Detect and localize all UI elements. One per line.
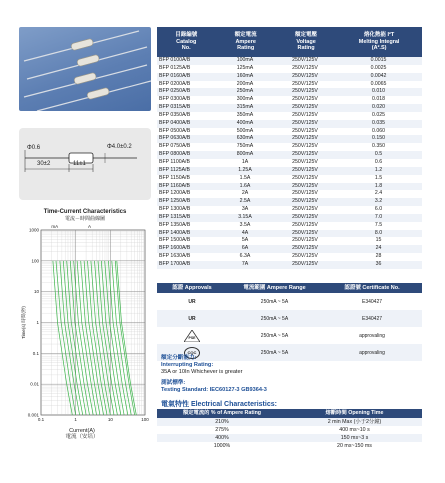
dim-left-label: Φ0.6: [27, 145, 41, 151]
interrupting-rating: [161, 355, 242, 376]
melting-cell: 1.2: [374, 166, 383, 173]
voltage-cell: 250V/125V: [292, 221, 318, 228]
table-row: [157, 237, 422, 245]
electrical-header-rating: 額定電流的 % of Ampere Rating: [182, 410, 262, 416]
approval-cert: E340427: [361, 315, 383, 322]
product-photo: [19, 27, 151, 111]
chart-title: [19, 209, 151, 223]
approvals-header: [157, 283, 422, 293]
voltage-cell: 250V/125V: [292, 206, 318, 213]
melting-cell: 0.020: [372, 104, 385, 111]
catalog-cell: BFP 1630A/B: [159, 253, 191, 260]
catalog-cell: BFP 1400A/B: [159, 229, 191, 236]
ampere-cell: 400mA: [236, 119, 254, 126]
electrical-header: [157, 409, 422, 418]
approvals-row: [157, 310, 422, 327]
catalog-cell: BFP 0800A/B: [159, 151, 191, 158]
melting-cell: 6.0: [374, 206, 383, 213]
table-row: [157, 198, 422, 206]
table-row: [157, 175, 422, 183]
melting-cell: 1.8: [374, 182, 383, 189]
y-tick-label: 0.1: [32, 350, 39, 356]
ampere-cell: 315mA: [236, 104, 254, 111]
melting-cell: 8.0: [374, 229, 383, 236]
ur-logo-icon: UR: [188, 298, 196, 305]
electrical-table: [157, 409, 422, 450]
y-tick-label: 1: [36, 320, 39, 325]
catalog-cell: BFP 0350A/B: [159, 111, 191, 118]
table-row: [157, 128, 422, 136]
ampere-cell: 2.5A: [239, 198, 251, 205]
voltage-cell: 250V/125V: [292, 72, 318, 79]
ampere-cell: 3.15A: [238, 213, 252, 220]
melting-cell: 0.0025: [370, 64, 387, 71]
dim-lead-label: 30±2: [37, 161, 51, 167]
standard-text: Testing Standard: IEC60127-3 GB9364-3: [161, 387, 267, 393]
voltage-cell: 250V/125V: [292, 174, 318, 181]
table-row: [157, 96, 422, 104]
approval-range: 250mA ~ 5A: [260, 349, 289, 356]
testing-standard: [161, 380, 267, 394]
voltage-cell: 250V/125V: [292, 135, 318, 142]
x-axis-label-cn: 電流（安培）: [65, 434, 99, 440]
ampere-cell: 5A: [241, 237, 249, 244]
voltage-cell: 250V/125V: [292, 229, 318, 236]
table-row: [157, 65, 422, 73]
voltage-cell: 250V/125V: [292, 80, 318, 87]
header-catalog: 目錄編號 Catalog No.: [175, 32, 198, 52]
melting-cell: 2.4: [374, 190, 383, 197]
table-row: [157, 159, 422, 167]
x-axis-label-en: Current(A): [69, 428, 95, 434]
y-tick-label: 100: [31, 258, 39, 264]
table-row: [157, 183, 422, 191]
table-row: [157, 88, 422, 96]
catalog-cell: BFP 1200A/B: [159, 190, 191, 197]
ratings-table-body: [157, 57, 422, 269]
melting-cell: 7.5: [374, 221, 383, 228]
ur-logo-icon: UR: [188, 315, 196, 322]
catalog-cell: BFP 1350A/B: [159, 221, 191, 228]
ampere-cell: 630mA: [236, 135, 254, 142]
chart-title-en: Time-Current Characteristics: [43, 209, 127, 215]
interrupting-text: 35A or 10In Whichever is greater: [161, 369, 243, 375]
voltage-cell: 250V/125V: [292, 237, 318, 244]
ampere-cell: 350mA: [236, 111, 254, 118]
melting-cell: 0.025: [372, 111, 385, 118]
approval-cert: E340427: [361, 298, 383, 305]
catalog-cell: BFP 1700A/B: [159, 260, 191, 267]
approvals-table: [157, 283, 422, 361]
melting-cell: 0.0065: [370, 80, 387, 87]
catalog-cell: BFP 1315A/B: [159, 213, 191, 220]
table-row: [157, 206, 422, 214]
ampere-cell: 6.3A: [239, 253, 251, 260]
table-row: [157, 214, 422, 222]
x-axis-label: [52, 428, 112, 440]
table-row: [157, 135, 422, 143]
melting-cell: 0.010: [372, 88, 385, 95]
approvals-header-approvals: 認證 Approvals: [172, 285, 212, 291]
dimension-drawing: [19, 128, 151, 200]
voltage-cell: 250V/125V: [292, 158, 318, 165]
electrical-body: [157, 418, 422, 450]
catalog-cell: BFP 1300A/B: [159, 206, 191, 213]
ratings-table: [157, 27, 422, 269]
x-tick-label: 0.1: [37, 417, 45, 422]
catalog-cell: BFP 0630A/B: [159, 135, 191, 142]
catalog-cell: BFP 1600A/B: [159, 245, 191, 252]
catalog-cell: BFP 0160A/B: [159, 72, 191, 79]
catalog-cell: BFP 1250A/B: [159, 198, 191, 205]
melting-cell: 0.150: [372, 135, 385, 142]
catalog-cell: BFP 0500A/B: [159, 127, 191, 134]
ampere-cell: 125mA: [236, 64, 254, 71]
table-row: [157, 120, 422, 128]
ratings-table-header: [157, 27, 422, 57]
table-row: [157, 57, 422, 65]
x-tick-label: 1: [74, 417, 77, 422]
electrical-row: 275% 400 ms~10 s: [215, 427, 370, 433]
ampere-cell: 160mA: [236, 72, 254, 79]
dim-right-label: Φ4.0±0.2: [107, 144, 132, 150]
melting-cell: 36: [375, 260, 382, 267]
approvals-row: [157, 293, 422, 310]
electrical-row: 400% 150 ms~3 s: [157, 434, 422, 442]
electrical-header-time: 熔斷時間 Opening Time: [325, 410, 384, 416]
approvals-body: [157, 293, 422, 361]
voltage-cell: 250V/125V: [292, 260, 318, 267]
y-axis-label: Time(s) 時間(秒): [21, 306, 26, 339]
pse-logo-icon: PSE: [184, 330, 200, 342]
table-row: [157, 104, 422, 112]
ampere-cell: 7A: [241, 260, 249, 267]
catalog-cell: BFP 0250A/B: [159, 88, 191, 95]
standard-title-cn: 測試標準:: [161, 380, 186, 386]
approval-range: 250mA ~ 5A: [260, 298, 289, 305]
ampere-cell: 800mA: [236, 151, 254, 158]
ampere-cell: 250mA: [236, 88, 254, 95]
approval-range: 250mA ~ 5A: [260, 332, 289, 339]
time-current-chart: [19, 222, 151, 427]
voltage-cell: 250V/125V: [292, 245, 318, 252]
chart-svg: [19, 222, 151, 427]
voltage-cell: 250V/125V: [292, 198, 318, 205]
ampere-cell: 3A: [241, 206, 249, 213]
electrical-row: 1000% 20 ms~150 ms: [213, 443, 372, 449]
voltage-cell: 250V/125V: [292, 96, 318, 103]
y-tick-label: 0.001: [27, 412, 39, 418]
melting-cell: 15: [375, 237, 382, 244]
voltage-cell: 250V/125V: [292, 190, 318, 197]
voltage-cell: 250V/125V: [292, 64, 318, 71]
ampere-cell: 200mA: [236, 80, 254, 87]
top-label-ma: mA: [51, 224, 59, 229]
voltage-cell: 250V/125V: [292, 143, 318, 150]
voltage-cell: 250V/125V: [292, 119, 318, 126]
ampere-cell: 4A: [241, 229, 249, 236]
voltage-cell: 250V/125V: [292, 182, 318, 189]
catalog-cell: BFP 1500A/B: [159, 237, 191, 244]
y-tick-label: 0.01: [30, 381, 39, 387]
catalog-cell: BFP 1160A/B: [159, 182, 190, 189]
approvals-header-range: 電流範圍 Ampere Range: [243, 285, 306, 291]
melting-cell: 0.060: [372, 127, 385, 134]
ampere-cell: 300mA: [236, 96, 254, 103]
melting-cell: 3.2: [374, 198, 383, 205]
catalog-cell: BFP 0300A/B: [159, 96, 191, 103]
catalog-cell: BFP 1150A/B: [159, 174, 190, 181]
voltage-cell: 250V/125V: [292, 104, 318, 111]
approval-cert: approvaling: [359, 349, 385, 356]
fuse-photo-image: [19, 27, 151, 111]
table-row: [157, 245, 422, 253]
melting-cell: 0.035: [372, 119, 385, 126]
ampere-cell: 1.25A: [238, 166, 252, 173]
table-row: [157, 253, 422, 261]
ampere-cell: 500mA: [236, 127, 254, 134]
top-label-a: A: [87, 224, 91, 229]
voltage-cell: 250V/125V: [292, 151, 318, 158]
x-tick-label: 100: [141, 417, 149, 422]
ampere-cell: 100mA: [236, 57, 254, 63]
melting-cell: 1.5: [374, 174, 383, 181]
voltage-cell: 250V/125V: [292, 127, 318, 134]
ampere-cell: 1.6A: [239, 182, 251, 189]
voltage-cell: 250V/125V: [292, 57, 318, 63]
ampere-cell: 3.5A: [239, 221, 251, 228]
melting-cell: 0.018: [372, 96, 385, 103]
electrical-title: 電氣特性 Electrical Characteristics:: [161, 401, 277, 408]
table-row: [157, 261, 422, 269]
table-row: [157, 151, 422, 159]
table-row: [157, 190, 422, 198]
table-row: [157, 112, 422, 120]
approvals-row: [157, 327, 422, 344]
catalog-cell: BFP 0315A/B: [159, 104, 191, 111]
melting-cell: 24: [375, 245, 382, 252]
catalog-cell: BFP 0200A/B: [159, 80, 191, 87]
melting-cell: 0.0015: [370, 57, 387, 63]
dim-body-label: 11±1: [73, 161, 86, 167]
table-row: [157, 81, 422, 89]
ampere-cell: 1.5A: [239, 174, 251, 181]
ampere-cell: 750mA: [236, 143, 254, 150]
melting-cell: 0.6: [374, 158, 383, 165]
catalog-cell: BFP 0100A/B: [159, 57, 191, 63]
voltage-cell: 250V/125V: [292, 166, 318, 173]
approvals-header-cert: 認證號 Certificate No.: [344, 285, 400, 291]
catalog-cell: BFP 1125A/B: [159, 166, 190, 173]
electrical-row: 210% 2 min Max (小于2分鐘): [157, 418, 422, 426]
ampere-cell: 6A: [241, 245, 249, 252]
table-row: [157, 73, 422, 81]
catalog-cell: BFP 0400A/B: [159, 119, 191, 126]
y-tick-label: 10: [33, 289, 39, 295]
x-tick-label: 10: [107, 417, 113, 422]
melting-cell: 7.0: [374, 213, 383, 220]
approval-cert: approvaling: [359, 332, 385, 339]
melting-cell: 28: [375, 253, 382, 260]
table-row: [157, 167, 422, 175]
voltage-cell: 250V/125V: [292, 253, 318, 260]
table-row: [157, 143, 422, 151]
voltage-cell: 250V/125V: [292, 213, 318, 220]
catalog-cell: BFP 0125A/B: [159, 64, 191, 71]
ampere-cell: 1A: [241, 158, 249, 165]
header-ampere: 額定電流 Ampere Rating: [234, 32, 257, 52]
catalog-cell: BFP 1100A/B: [159, 158, 190, 165]
voltage-cell: 250V/125V: [292, 111, 318, 118]
header-voltage: 額定電壓 Voltage Rating: [295, 32, 318, 52]
ampere-cell: 2A: [241, 190, 249, 197]
header-melting: 熔化熱能 I²T Melting Integral (A².S): [358, 32, 400, 52]
interrupting-title-en: Interrupting Rating:: [161, 362, 214, 368]
y-tick-label: 1000: [28, 227, 39, 233]
melting-cell: 0.5: [374, 151, 383, 158]
melting-cell: 0.350: [372, 143, 385, 150]
interrupting-title-cn: 額定分斷能力:: [161, 355, 197, 361]
cqc-logo-icon: CQC: [184, 347, 200, 359]
catalog-cell: BFP 0750A/B: [159, 143, 191, 150]
chart-title-cn: 電流－時間曲線圖: [64, 216, 105, 222]
table-row: [157, 230, 422, 238]
voltage-cell: 250V/125V: [292, 88, 318, 95]
table-row: [157, 222, 422, 230]
melting-cell: 0.0042: [370, 72, 387, 79]
approval-range: 250mA ~ 5A: [260, 315, 289, 322]
